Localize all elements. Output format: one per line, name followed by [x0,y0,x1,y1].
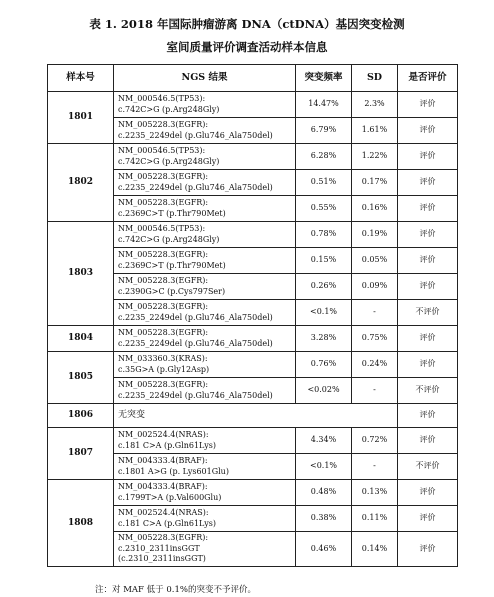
table-body [48,92,458,567]
sd-value: 0.13% [352,480,398,506]
ngs-transcript: NM_005228.3(EGFR): [118,120,209,130]
sd-value: 0.09% [352,274,398,300]
mutation-frequency: 3.28% [296,326,352,352]
table-row [48,222,458,248]
sample-id: 1801 [48,92,114,144]
table-row [48,352,458,378]
ngs-variant: c.2310_2311insGGT [118,543,200,553]
evaluate-cell: 评价 [398,170,458,196]
ngs-transcript: NM_004333.4(BRAF): [118,456,208,466]
evaluate-cell: 评价 [398,506,458,532]
mutation-frequency: 6.79% [296,118,352,144]
ngs-result [114,196,296,222]
ngs-variant: c.181 C>A (p.Gln61Lys) [118,440,216,450]
mutation-frequency: <0.1% [296,454,352,480]
sd-value: 2.3% [352,92,398,118]
ngs-result [114,506,296,532]
evaluate-cell: 不评价 [398,454,458,480]
ngs-variant: c.2235_2249del (p.Glu746_Ala750del) [118,182,273,192]
evaluate-cell: 评价 [398,428,458,454]
no-mutation: 无突变 [114,404,398,428]
evaluate-cell: 评价 [398,480,458,506]
table-row [48,404,458,428]
mutation-frequency: <0.02% [296,378,352,404]
sd-value: 0.14% [352,532,398,567]
ngs-result [114,532,296,567]
mutation-frequency: <0.1% [296,300,352,326]
table-row [48,144,458,170]
mutation-frequency: 0.51% [296,170,352,196]
mutation-frequency: 0.48% [296,480,352,506]
ngs-variant-alt: (c.2310_2311insGGT) [118,554,206,564]
evaluate-cell: 评价 [398,404,458,428]
ngs-transcript: NM_005228.3(EGFR): [118,198,209,208]
header-sample-id: 样本号 [48,65,114,92]
evaluate-cell: 评价 [398,196,458,222]
ngs-transcript: NM_005228.3(EGFR): [118,380,209,390]
ngs-result [114,118,296,144]
mutation-frequency: 0.55% [296,196,352,222]
ngs-variant: c.742C>G (p.Arg248Gly) [118,104,220,114]
ngs-transcript: NM_000546.5(TP53): [118,224,206,234]
ngs-variant: c.1801 A>G (p. Lys601Glu) [118,466,229,476]
ngs-variant: c.35G>A (p.Gly12Asp) [118,364,210,374]
sd-value: 0.75% [352,326,398,352]
ngs-transcript: NM_000546.5(TP53): [118,94,206,104]
ngs-result [114,428,296,454]
sd-value: - [352,378,398,404]
ngs-result [114,480,296,506]
sd-value: 0.05% [352,248,398,274]
ngs-transcript: NM_004333.4(BRAF): [118,482,208,492]
footnote: 注：对 MAF 低于 0.1%的突变不予评价。 [95,585,256,595]
evaluate-cell: 评价 [398,92,458,118]
table-row [48,326,458,352]
ngs-result [114,300,296,326]
evaluate-cell: 不评价 [398,300,458,326]
table-row [48,480,458,506]
evaluate-cell: 评价 [398,532,458,567]
sd-value: - [352,300,398,326]
mutation-frequency: 0.76% [296,352,352,378]
mutation-frequency: 4.34% [296,428,352,454]
ngs-variant: c.2235_2249del (p.Glu746_Ala750del) [118,338,273,348]
sd-value: 1.61% [352,118,398,144]
header-mutation-frequency: 突变频率 [296,65,352,92]
sd-value: - [352,454,398,480]
mutation-frequency: 0.15% [296,248,352,274]
ngs-variant: c.2369C>T (p.Thr790Met) [118,208,226,218]
mutation-frequency: 0.78% [296,222,352,248]
ngs-variant: c.2390G>C (p.Cys797Ser) [118,286,226,296]
table-subtitle: 室间质量评价调查活动样本信息 [166,40,328,54]
sample-id: 1805 [48,352,114,404]
sd-value: 0.19% [352,222,398,248]
sd-value: 0.24% [352,352,398,378]
sd-value: 1.22% [352,144,398,170]
sd-value: 0.17% [352,170,398,196]
table-row [48,428,458,454]
evaluate-cell: 评价 [398,248,458,274]
sample-id: 1804 [48,326,114,352]
sd-value: 0.16% [352,196,398,222]
ctdna-sample-table [47,64,458,567]
ngs-transcript: NM_005228.3(EGFR): [118,250,209,260]
mutation-frequency: 0.46% [296,532,352,567]
ngs-transcript: NM_005228.3(EGFR): [118,328,209,338]
evaluate-cell: 评价 [398,222,458,248]
sd-value: 0.72% [352,428,398,454]
header-row [48,65,458,92]
ngs-result [114,454,296,480]
ngs-variant: c.742C>G (p.Arg248Gly) [118,234,220,244]
ngs-transcript: NM_005228.3(EGFR): [118,533,209,543]
header-evaluate: 是否评价 [398,65,458,92]
ngs-transcript: NM_000546.5(TP53): [118,146,206,156]
sample-id: 1807 [48,428,114,480]
mutation-frequency: 6.28% [296,144,352,170]
header-sd: SD [352,65,398,92]
evaluate-cell: 评价 [398,352,458,378]
ngs-variant: c.1799T>A (p.Val600Glu) [118,492,222,502]
evaluate-cell: 不评价 [398,378,458,404]
mutation-frequency: 0.38% [296,506,352,532]
evaluate-cell: 评价 [398,144,458,170]
table-title: 表 1. 2018 年国际肿瘤游离 DNA（ctDNA）基因突变检测 [89,17,405,31]
sd-value: 0.11% [352,506,398,532]
ngs-result [114,170,296,196]
mutation-frequency: 0.26% [296,274,352,300]
ngs-variant: c.181 C>A (p.Gln61Lys) [118,518,216,528]
header-ngs-result: NGS 结果 [114,65,296,92]
evaluate-cell: 评价 [398,274,458,300]
ngs-variant: c.742C>G (p.Arg248Gly) [118,156,220,166]
ngs-transcript: NM_005228.3(EGFR): [118,172,209,182]
evaluate-cell: 评价 [398,326,458,352]
ngs-result [114,378,296,404]
mutation-frequency: 14.47% [296,92,352,118]
ngs-transcript: NM_002524.4(NRAS): [118,508,209,518]
ngs-variant: c.2369C>T (p.Thr790Met) [118,260,226,270]
sample-id: 1803 [48,222,114,326]
ngs-variant: c.2235_2249del (p.Glu746_Ala750del) [118,130,273,140]
ngs-transcript: NM_033360.3(KRAS): [118,354,208,364]
sample-id: 1808 [48,480,114,567]
ngs-result [114,352,296,378]
ngs-result [114,248,296,274]
ngs-variant: c.2235_2249del (p.Glu746_Ala750del) [118,390,273,400]
sample-id: 1802 [48,144,114,222]
ngs-transcript: NM_005228.3(EGFR): [118,302,209,312]
ngs-result [114,274,296,300]
ngs-result [114,144,296,170]
sample-id: 1806 [48,404,114,428]
ngs-transcript: NM_002524.4(NRAS): [118,430,209,440]
ngs-transcript: NM_005228.3(EGFR): [118,276,209,286]
ngs-result [114,222,296,248]
ngs-result [114,326,296,352]
ngs-variant: c.2235_2249del (p.Glu746_Ala750del) [118,312,273,322]
ngs-result [114,92,296,118]
table-row [48,92,458,118]
evaluate-cell: 评价 [398,118,458,144]
